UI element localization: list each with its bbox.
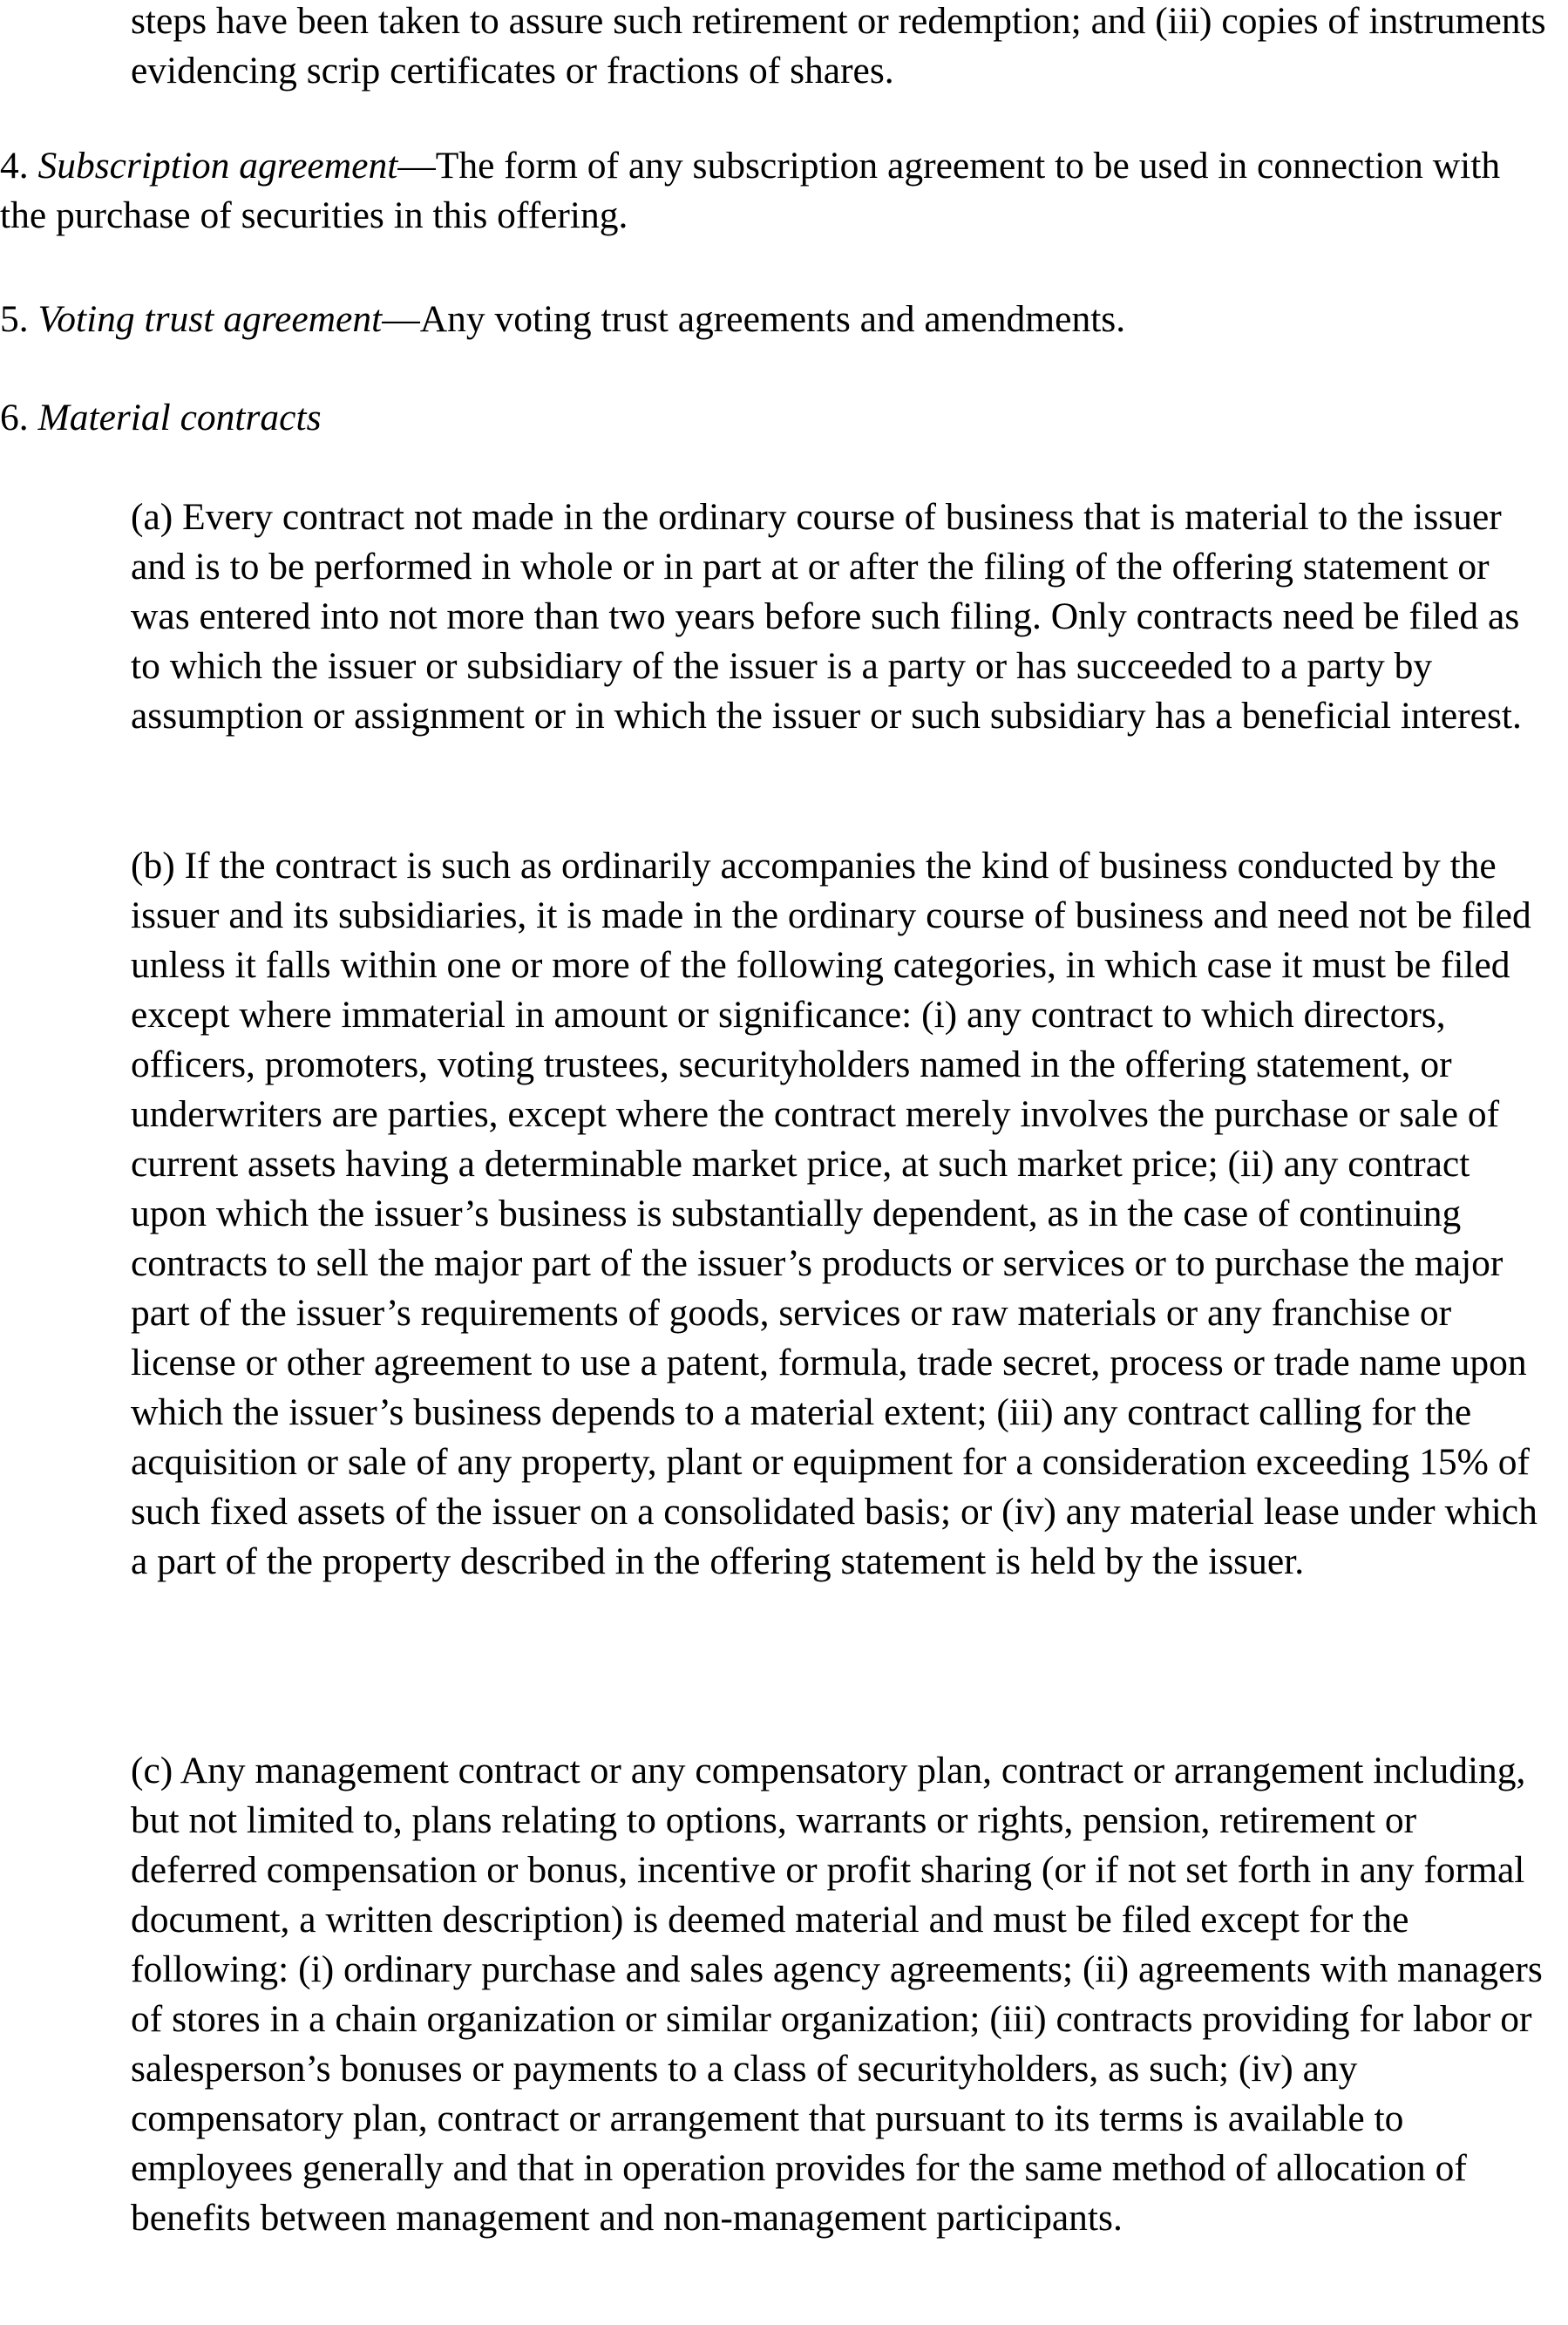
item-number: 5. [0, 298, 29, 340]
item-text: —The form of any subscription agreement to be used in connection with the purchase of securities in this offering. [0, 145, 1501, 236]
item-title: Subscription agreement [37, 145, 398, 187]
item-material-contracts [0, 393, 1543, 443]
item-text: —Any voting trust agreements and amendments. [382, 298, 1126, 340]
item-voting-trust-agreement [0, 295, 1543, 344]
item-number: 4. [0, 145, 29, 187]
material-contracts-paragraph-a: (a) Every contract not made in the ordinary course of business that is material to the issuer and is to be performed in whole or in part at or after the filing of the offering statement or was entered into not more than two years before such filing. Only contracts need be filed as to which the issuer or subsidiary of the issuer is a party or has succeeded to a party by assumption or assignment or in which the issuer or such subsidiary has a beneficial interest. [131, 496, 1522, 737]
item-title: Voting trust agreement [37, 298, 383, 340]
item-title: Material contracts [37, 397, 322, 438]
material-contracts-paragraph-b: (b) If the contract is such as ordinarily accompanies the kind of business conducted by the issuer and its subsidiaries, it is made in the ordinary course of business and need not be filed unless it falls within one or more of the following categories, in which case it must be filed except where immaterial in amount or significance: (i) any contract to which directors, officers, promoters, voting trustees, securityholders named in the offering statement, or underwriters are parties, except where the contract merely involves the purchase or sale of current assets having a determinable market price, at such market price; (ii) any contract upon which the issuer’s business is substantially dependent, as in the case of continuing contracts to sell the major part of the issuer’s products or services or to purchase the major part of the issuer’s requirements of goods, services or raw materials or any franchise or license or other agreement to use a patent, formula, trade secret, process or trade name upon which the issuer’s business depends to a material extent; (iii) any contract calling for the acquisition or sale of any property, plant or equipment for a consideration exceeding 15% of such fixed assets of the issuer on a consolidated basis; or (iv) any material lease under which a part of the property described in the offering statement is held by the issuer. [131, 845, 1537, 1582]
material-contracts-paragraph-c: (c) Any management contract or any compensatory plan, contract or arrangement including, but not limited to, plans relating to options, warrants or rights, pension, retirement or deferred compensation or bonus, incentive or profit sharing (or if not set forth in any formal document, a written description) is deemed material and must be filed except for the following: (i) ordinary purchase and sales agency agreements; (ii) agreements with managers of stores in a chain organization or similar organization; (iii) contracts providing for labor or salesperson’s bonuses or payments to a class of securityholders, as such; (iv) any compensatory plan, contract or arrangement that pursuant to its terms is available to employees generally and that in operation provides for the same method of allocation of benefits between management and non-management participants. [131, 1750, 1543, 2239]
continuation-paragraph: steps have been taken to assure such retirement or redemption; and (iii) copies of instruments evidencing scrip certificates or fractions of shares. [131, 0, 1546, 92]
item-subscription-agreement [0, 141, 1543, 241]
item-number: 6. [0, 397, 29, 438]
